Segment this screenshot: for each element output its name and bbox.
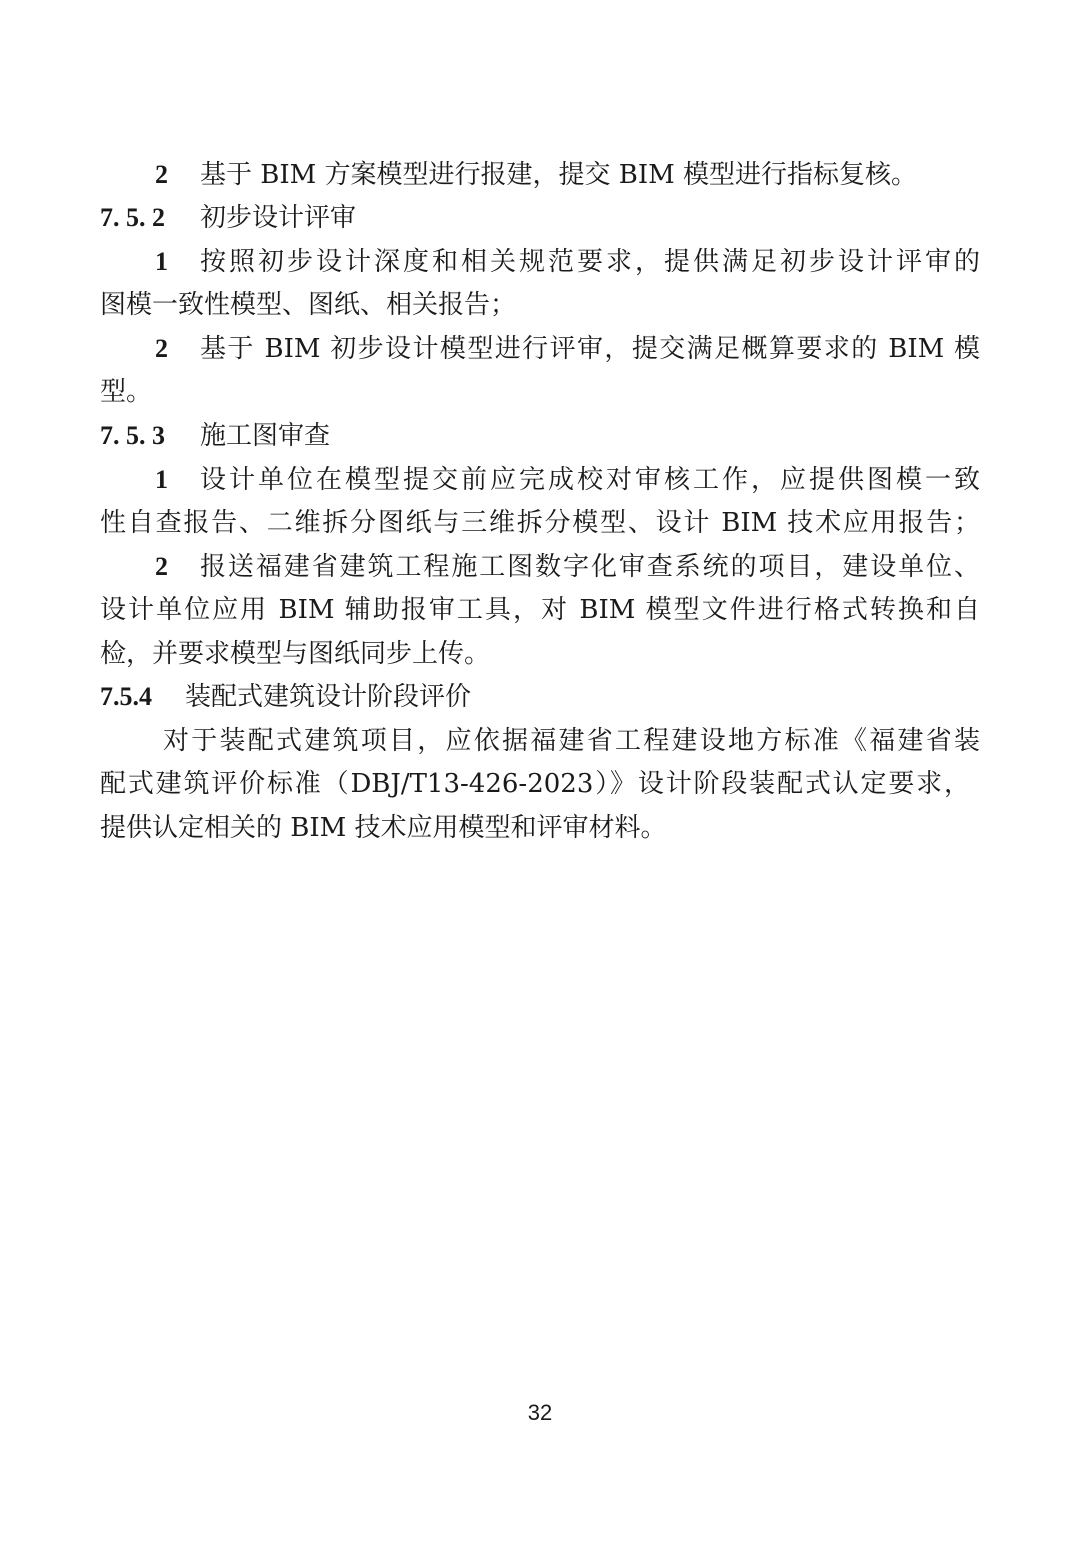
section-title: 装配式建筑设计阶段评价: [185, 682, 472, 712]
item-number: 1: [155, 465, 168, 494]
section-number: 7.5.4: [100, 682, 152, 711]
section-number: 7. 5. 3: [100, 421, 165, 450]
paragraph-line: 检，并要求模型与图纸同步上传。: [100, 639, 491, 669]
paragraph-line: 按照初步设计深度和相关规范要求，提供满足初步设计评审的: [200, 247, 980, 277]
section-number: 7. 5. 2: [100, 203, 165, 232]
item-number: 2: [155, 334, 168, 363]
paragraph-line: 提供认定相关的 BIM 技术应用模型和评审材料。: [100, 813, 667, 843]
paragraph-line: 配式建筑评价标准（DBJ/T13-426-2023）》设计阶段装配式认定要求，: [100, 769, 970, 799]
item-number: 2: [155, 160, 168, 189]
paragraph-line: 设计单位在模型提交前应完成校对审核工作，应提供图模一致: [200, 465, 980, 495]
item-number: 1: [155, 247, 168, 276]
paragraph-line: 对于装配式建筑项目，应依据福建省工程建设地方标准《福建省装: [163, 726, 980, 756]
paragraph-line: 图模一致性模型、图纸、相关报告；: [100, 290, 517, 320]
page-number: 32: [527, 1400, 553, 1425]
paragraph-line: 设计单位应用 BIM 辅助报审工具，对 BIM 模型文件进行格式转换和自: [100, 595, 980, 625]
paragraph-line: 基于 BIM 方案模型进行报建，提交 BIM 模型进行指标复核。: [200, 160, 918, 190]
paragraph-line: 性自查报告、二维拆分图纸与三维拆分模型、设计 BIM 技术应用报告；: [100, 508, 980, 538]
section-title: 初步设计评审: [200, 203, 357, 233]
paragraph-line: 报送福建省建筑工程施工图数字化审查系统的项目，建设单位、: [200, 552, 980, 582]
paragraph-line: 基于 BIM 初步设计模型进行评审，提交满足概算要求的 BIM 模: [200, 334, 980, 364]
item-number: 2: [155, 552, 168, 581]
section-title: 施工图审查: [200, 421, 331, 451]
paragraph-line: 型。: [100, 377, 153, 407]
